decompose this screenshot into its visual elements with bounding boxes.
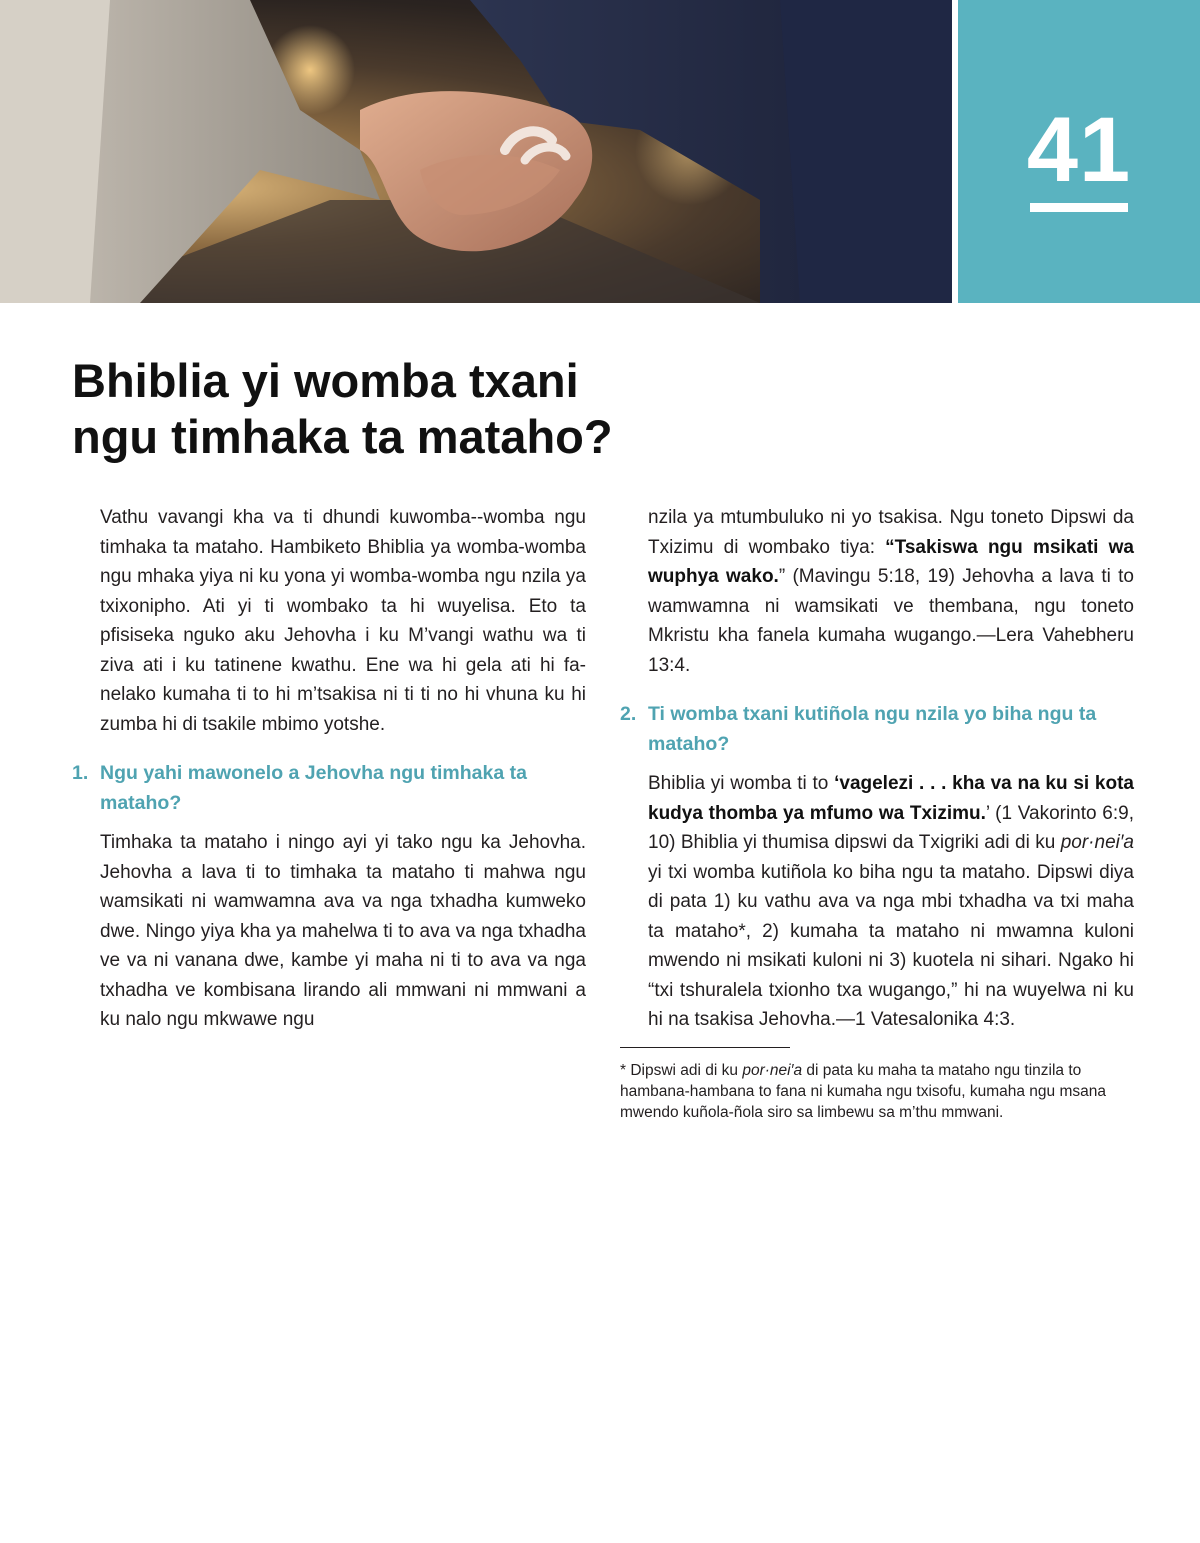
question-1-paragraph: Timhaka ta mataho i ningo ayi yi tako ngu ka Jehovha. Jehovha a lava ti to timhaka ta mataho ti mahwa ngu wamsikati ni wamwamna ava va nga txhadha kumweko dwe. Ningo yiya kha ya mahelwa ti to ava va nga txhadha ve va ni vanana dwe, kambe yi maha ni ti to ava va nga txhadha ve kombisana lirando ali mmwani ni mmwani a ku nalo ngu mkwawe ngu — [100, 832, 586, 1030]
chapter-badge — [958, 0, 1200, 303]
page-title-line-1: Bhiblia yi womba txani — [72, 354, 579, 407]
left-column — [72, 503, 586, 1035]
footnote-text-a: * Dipswi adi di ku — [620, 1061, 743, 1079]
question-2-paragraph — [620, 769, 1134, 1035]
footnote — [620, 1060, 1134, 1123]
question-1-text: Ngu yahi mawonelo a Jehovha ngu timhaka ta mataho? — [100, 762, 527, 814]
footnote-divider — [620, 1047, 790, 1048]
right-column — [620, 503, 1134, 1123]
question-1-heading — [72, 759, 586, 818]
scripture-quote-bold: “Tsakiswa ngu msikati wa wuphya wako. — [648, 536, 1134, 587]
continued-text-a: nzila ya mtumbuluko ni yo tsakisa. Ngu toneto Dipswi da Txizimu di wombako tiya: — [648, 507, 1134, 558]
q2-quote-bold: ‘vagelezi . . . kha va na ku si kota kudya thomba ya mfumo wa Txizimu. — [648, 773, 1134, 824]
question-1-number: 1. — [72, 762, 89, 784]
chapter-underline — [1030, 203, 1128, 212]
chapter-number: 41 — [1026, 99, 1132, 201]
footnote-text-b: di pata ku maha ta mataho ngu tinzila to hambana-hambana to fana ni kumaha ngu txisofu, kumaha ngu msana mwendo kuñola-ñola siro sa limbewu sa m’thu mmwani. — [620, 1061, 1106, 1121]
q2-text-b: ’ (1 Vakorinto 6:9, 10) Bhiblia yi thumisa dipswi da Txigriki adi di ku — [648, 802, 1135, 853]
question-2-number: 2. — [620, 703, 637, 725]
holding-hands-photo-icon — [0, 0, 952, 303]
footnote-greek-word: por·nei′a — [742, 1061, 803, 1079]
q2-greek-word: por·nei′a — [1060, 832, 1134, 853]
q2-text-c: yi txi womba kutiñola ko biha ngu ta mataho. Dipswi diya di pata 1) ku vathu ava va nga mbi txhadha va txi maha ta mataho*, 2) kumaha ta mataho ni mwamna kuloni mwendo ni msikati kuloni ni 3) kuotela ni sihari. Ngako hi “txi tshuralela txionho txa wugango,” hi na wuyelwa ni ku hi na tsakisa Jehovha.—1 Vatesalonika 4:3. — [648, 861, 1134, 1030]
continued-text-b: ” (Mavingu 5:18, 19) Jehovha a lava ti to wamwamna ni wamsikati ve thembana, ngu toneto Mkristu kha fanela kumaha wugango.—Lera Vahebheru 13:4. — [648, 566, 1134, 676]
question-2-heading — [620, 700, 1134, 759]
header-photo — [0, 0, 952, 303]
intro-paragraph: Vathu vavangi kha va ti dhundi kuwomba--womba ngu timhaka ta mataho. Hambiketo Bhiblia ya womba-womba ngu mhaka yiya ni ku yona yi womba-womba ngu nzila ya txixonipho. Ati yi ti wombako ta hi wuyelisa. Eto ta pfisiseka nguko aku Jehovha i ku M’vangi wathu wa ti ziva ati i ku tatinene kwathu. Ene wa hi gela ati hi fanelako kumaha ti to hi m’tsakisa ni ti ti no hi vhuna ku hi zumba hi di tsakile mbimo yotshe. — [100, 507, 586, 735]
q2-text-a: Bhiblia yi womba ti to — [648, 773, 835, 794]
page-title — [72, 353, 972, 465]
question-1-paragraph-continued — [620, 503, 1134, 680]
question-2-text: Ti womba txani kutiñola ngu nzila yo biha ngu ta mataho? — [648, 703, 1097, 755]
page-title-line-2: ngu timhaka ta mataho? — [72, 410, 613, 463]
